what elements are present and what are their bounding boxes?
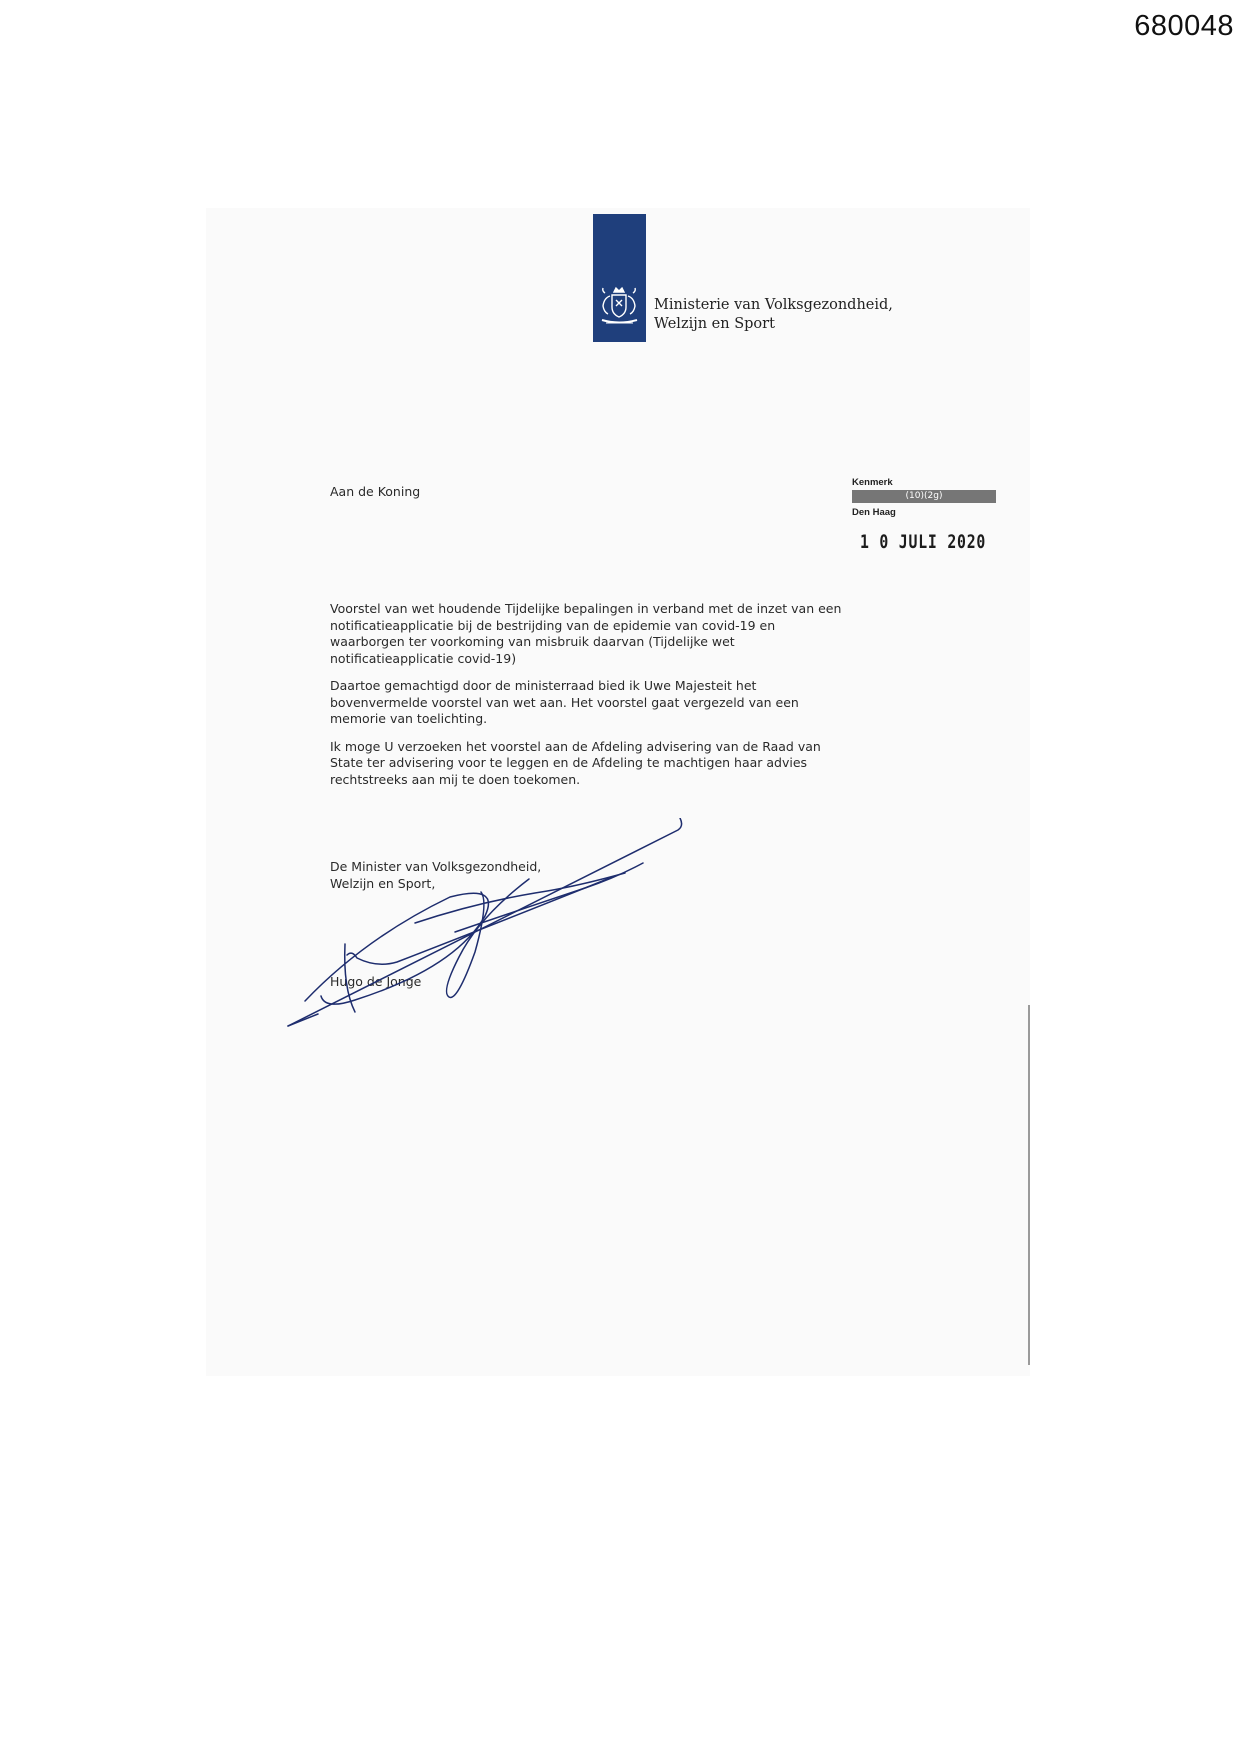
kenmerk-label: Kenmerk <box>852 477 893 488</box>
paragraph-offer: Daartoe gemachtigd door de ministerraad bied ik Uwe Majesteit het bovenvermelde voorstel van wet aan. Het voorstel gaat vergezeld van een memorie van toelichting. <box>330 678 799 726</box>
document-number: 680048 <box>1134 10 1234 42</box>
handwritten-signature <box>285 818 695 1033</box>
reference-block <box>852 477 998 519</box>
paragraph-request: Ik moge U verzoeken het voorstel aan de Afdeling advisering van de Raad van State ter advisering voor te leggen en de Afdeling te machtigen haar advies rechtstreeks aan mij te doen toekomen. <box>330 738 821 787</box>
coat-of-arms-icon <box>597 284 642 328</box>
place-label: Den Haag <box>852 507 896 518</box>
signer-name: Hugo de Jonge <box>330 974 422 989</box>
ministry-name <box>654 296 893 334</box>
addressee: Aan de Koning <box>330 484 421 499</box>
ministry-name-line2: Welzijn en Sport <box>654 316 775 332</box>
ministry-logo-block <box>593 214 646 342</box>
letter-body <box>330 601 850 799</box>
date-stamp: 1 0 JULI 2020 <box>860 531 987 553</box>
paragraph-subject: Voorstel van wet houdende Tijdelijke bepalingen in verband met de inzet van een notificatieapplicatie bij de bestrijding van de epidemie van covid-19 en waarborgen ter voorkoming van misbruik daarvan (Tijdelijke wet notificatieapplicatie covid-19) <box>330 601 842 666</box>
scan-edge-line <box>1028 1005 1030 1365</box>
ministry-name-line1: Ministerie van Volksgezondheid, <box>654 297 893 313</box>
closing-line1: De Minister van Volksgezondheid, <box>330 859 542 874</box>
kenmerk-redacted-value: (10)(2g) <box>852 490 996 503</box>
closing-line2: Welzijn en Sport, <box>330 875 436 891</box>
